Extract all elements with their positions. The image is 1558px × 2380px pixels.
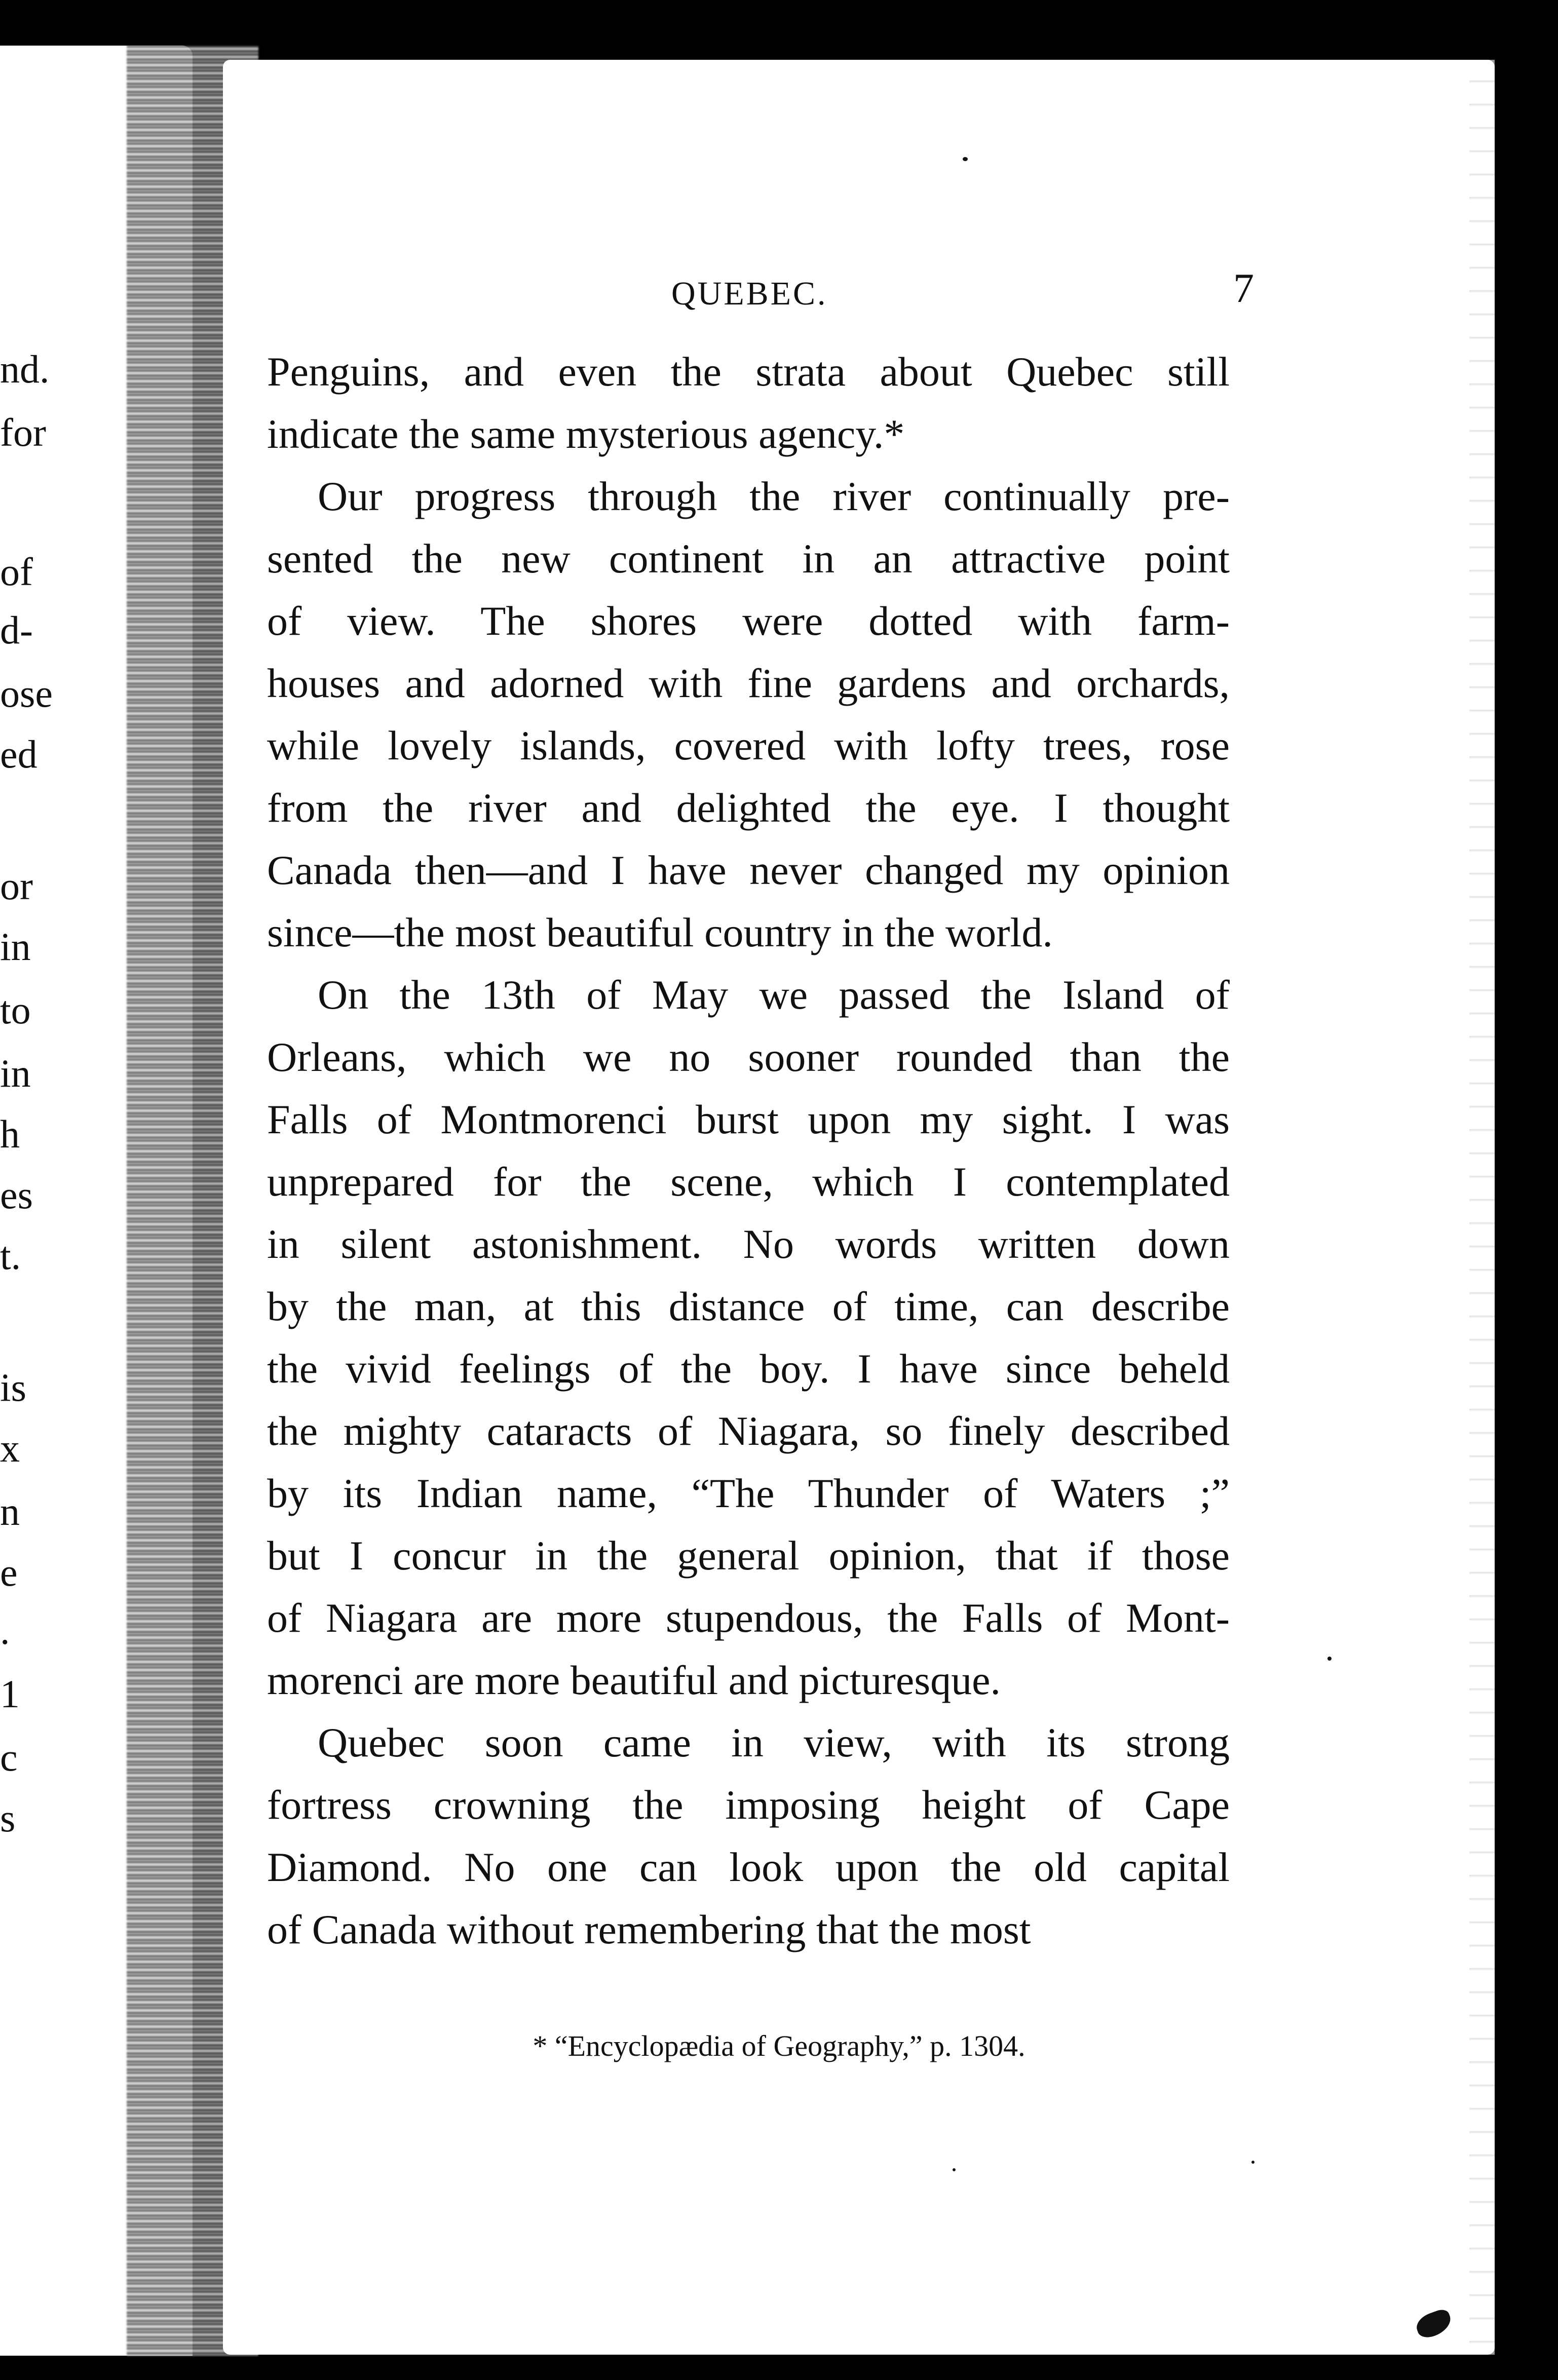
text-line: by its Indian name, “The Thunder of Waters ;”: [267, 1470, 1230, 1516]
facing-page-fragment: c: [0, 1735, 18, 1779]
facing-page-fragment: t.: [0, 1234, 21, 1278]
paragraph: [267, 340, 1230, 465]
page-edge: [1469, 60, 1495, 2355]
text-line: of view. The shores were dotted with farm-: [267, 598, 1230, 644]
text-line: by the man, at this distance of time, can describe: [267, 1283, 1230, 1329]
text-line: since—the most beautiful country in the world.: [267, 909, 1053, 955]
text-line: sented the new continent in an attractive point: [267, 535, 1230, 582]
text-line: Orleans, which we no sooner rounded than the: [267, 1034, 1230, 1080]
text-line: fortress crowning the imposing height of Cape: [267, 1782, 1230, 1828]
ink-speck: [953, 2168, 956, 2171]
text-line: in silent astonishment. No words written down: [267, 1221, 1230, 1267]
text-line: morenci are more beautiful and picturesque.: [267, 1657, 1001, 1703]
facing-page-fragment: ose: [0, 671, 53, 715]
facing-page-fragment: .: [0, 1608, 10, 1653]
text-line: houses and adorned with fine gardens and orchards,: [267, 660, 1230, 706]
facing-page-fragment: is: [0, 1365, 27, 1409]
text-line: while lovely islands, covered with lofty trees, rose: [267, 722, 1230, 769]
text-line: Canada then—and I have never changed my opinion: [267, 847, 1230, 893]
facing-page-fragment: n: [0, 1489, 20, 1533]
running-title: QUEBEC.: [671, 275, 828, 312]
text-line: Diamond. No one can look upon the old capital: [267, 1844, 1230, 1890]
facing-page-fragment: e: [0, 1550, 18, 1594]
facing-page-fragment: ed: [0, 732, 37, 776]
text-line: unprepared for the scene, which I contemplated: [267, 1159, 1230, 1205]
text-line: the mighty cataracts of Niagara, so finely described: [267, 1408, 1230, 1454]
facing-page-fragment: nd.: [0, 347, 50, 391]
text-line: but I concur in the general opinion, that if those: [267, 1532, 1230, 1579]
facing-page-fragment: for: [0, 410, 46, 454]
facing-page-fragment: x: [0, 1426, 20, 1470]
facing-page-fragment: to: [0, 988, 31, 1032]
text-line: Our progress through the river continually pre-: [318, 473, 1230, 519]
ink-speck: [963, 157, 968, 161]
body-text: [267, 340, 1230, 1961]
text-line: the vivid feelings of the boy. I have since beheld: [267, 1346, 1230, 1392]
facing-page-fragment: d-: [0, 608, 33, 652]
text-line: Quebec soon came in view, with its strong: [318, 1719, 1230, 1765]
text-line: from the river and delighted the eye. I thought: [267, 785, 1230, 831]
text-line: of Niagara are more stupendous, the Falls of Mont-: [267, 1595, 1230, 1641]
ink-speck: [1251, 2161, 1255, 2164]
facing-page-fragment: h: [0, 1112, 20, 1156]
facing-page-text-fragments: [0, 0, 127, 2380]
facing-page-fragment: es: [0, 1173, 33, 1217]
text-line: indicate the same mysterious agency.*: [267, 411, 905, 457]
footnote: * “Encyclopædia of Geography,” p. 1304.: [533, 2029, 1025, 2062]
ink-speck: [1327, 1657, 1332, 1661]
paragraph: [267, 964, 1230, 1711]
facing-page-fragment: or: [0, 864, 33, 908]
text-line: Penguins, and even the strata about Quebec still: [267, 349, 1230, 395]
paragraph: [267, 465, 1230, 964]
text-line: On the 13th of May we passed the Island of: [318, 972, 1230, 1018]
running-head: [223, 265, 1495, 325]
facing-page-fragment: in: [0, 925, 31, 969]
facing-page-fragment: of: [0, 550, 33, 594]
facing-page-fragment: 1: [0, 1672, 20, 1716]
text-line: Falls of Montmorenci burst upon my sight. I was: [267, 1096, 1230, 1142]
facing-page-fragment: in: [0, 1051, 31, 1095]
page-number: 7: [1233, 265, 1254, 311]
paragraph: [267, 1711, 1230, 1961]
text-line: of Canada without remembering that the most: [267, 1906, 1031, 1952]
facing-page-fragment: s: [0, 1796, 16, 1840]
